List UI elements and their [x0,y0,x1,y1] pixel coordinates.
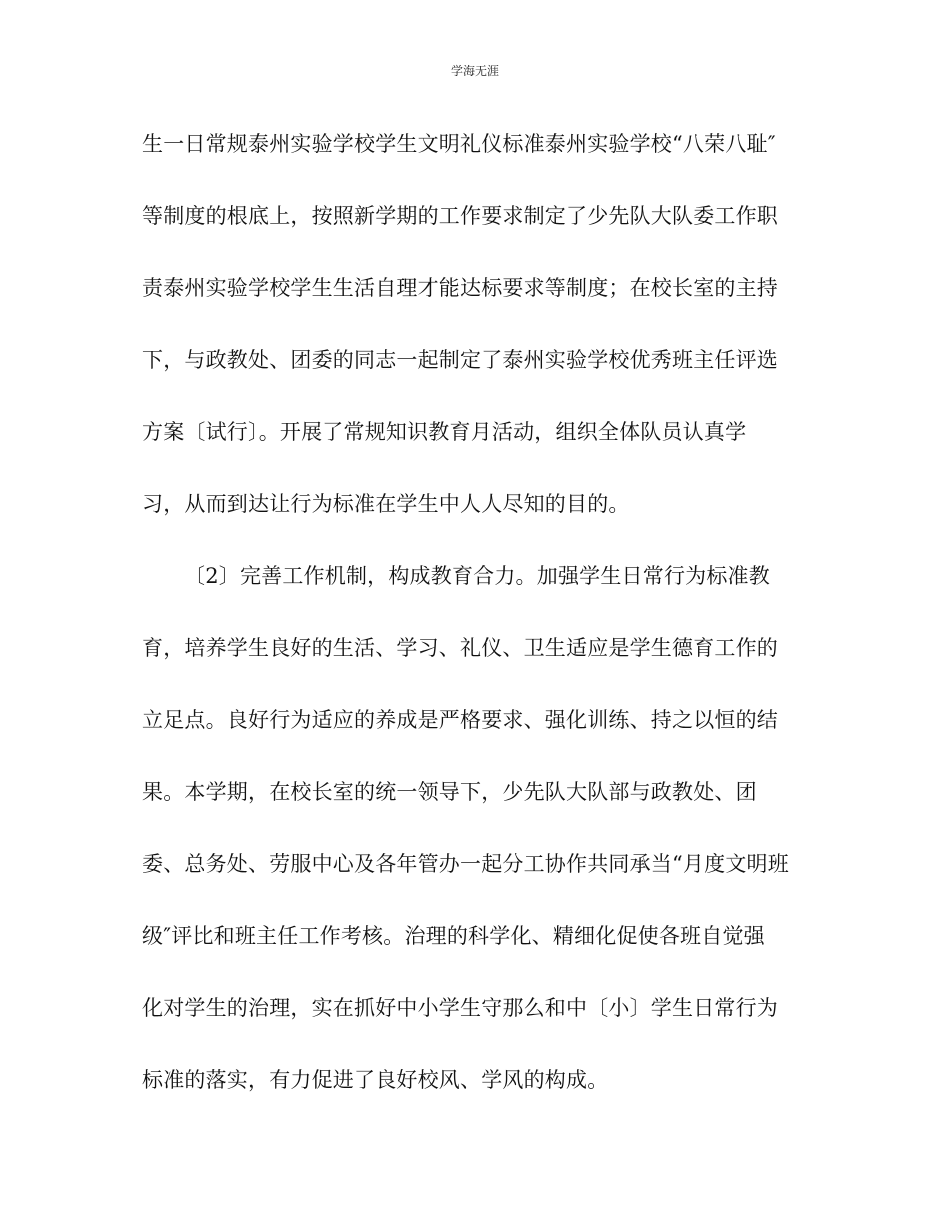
text-line: 下，与政教处、团委的同志一起制定了泰州实验学校优秀班主任评选 [142,348,778,372]
text-line: 责泰州实验学校学生生活自理才能达标要求等制度；在校长室的主持 [142,276,778,300]
text-line: 生一日常规泰州实验学校学生文明礼仪标准泰州实验学校“八荣八耻″ [142,132,776,156]
text-line: 等制度的根底上，按照新学期的工作要求制定了少先队大队委工作职 [142,204,778,228]
text-line: 级″评比和班主任工作考核。治理的科学化、精细化促使各班自觉强 [142,924,765,948]
text-line: 委、总务处、劳服中心及各年管办一起分工协作共同承当“月度文明班 [142,852,789,876]
text-line: 化对学生的治理，实在抓好中小学生守那么和中〔小〕学生日常行为 [142,996,778,1020]
text-line: 方案〔试行〕。开展了常规知识教育月活动，组织全体队员认真学 [142,420,747,444]
page-header: 学海无涯 [450,64,499,78]
text-line: 果。本学期，在校长室的统一领导下，少先队大队部与政教处、团 [142,780,757,804]
text-line: 标准的落实，有力促进了良好校风、学风的构成。 [142,1068,609,1092]
document-body [142,120,822,1128]
text-line: 习，从而到达让行为标准在学生中人人尽知的目的。 [142,492,630,516]
text-line: 育，培养学生良好的生活、学习、礼仪、卫生适应是学生德育工作的 [142,636,778,660]
text-line: 立足点。良好行为适应的养成是严格要求、强化训练、持之以恒的结 [142,708,778,732]
paragraph-start-line: 〔2〕完善工作机制，构成教育合力。加强学生日常行为标准教 [184,564,770,588]
